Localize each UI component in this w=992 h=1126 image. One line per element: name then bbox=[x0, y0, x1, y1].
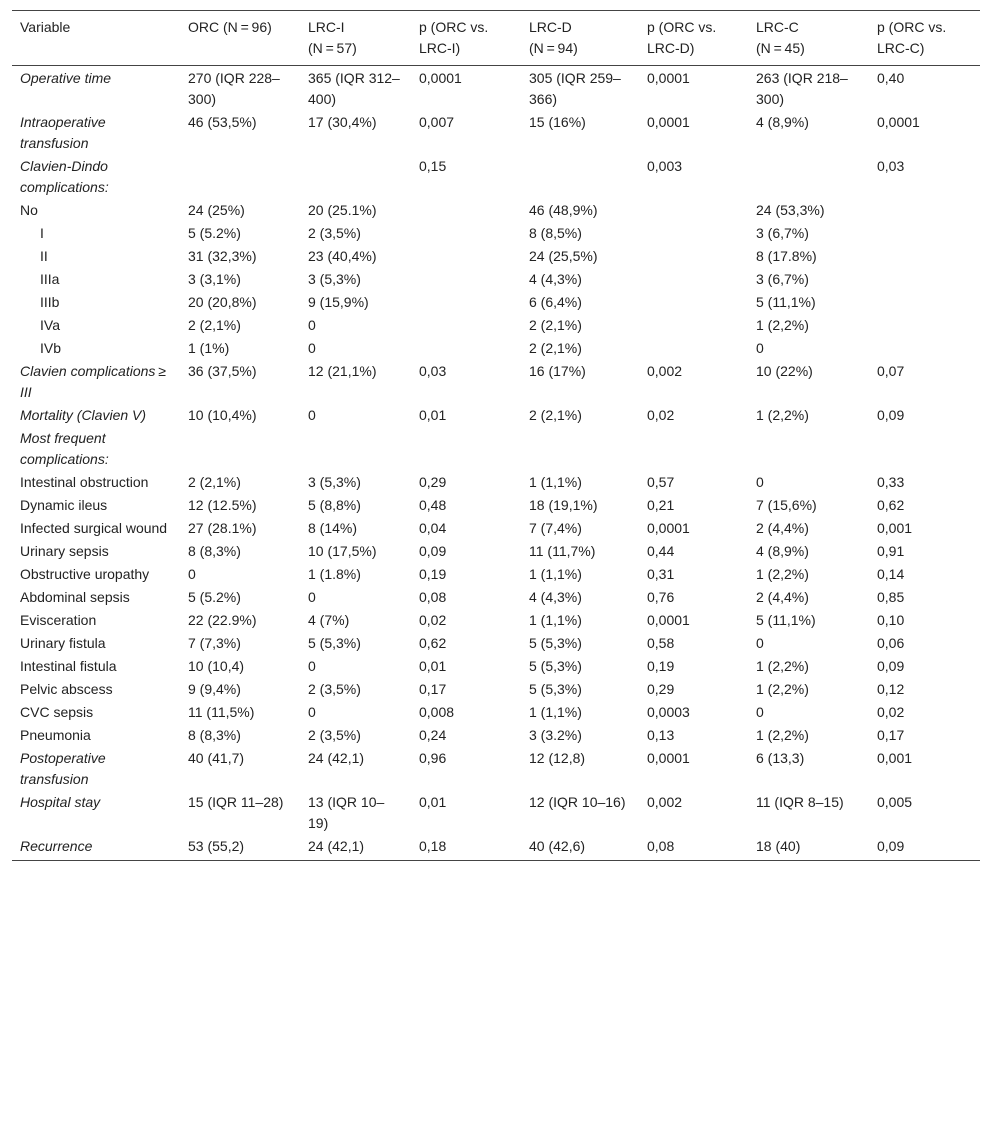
table-cell: 0 bbox=[188, 566, 196, 582]
table-row bbox=[12, 835, 980, 861]
table-cell: 0 bbox=[756, 340, 764, 356]
table-row bbox=[12, 586, 980, 609]
table-cell: 0,0001 bbox=[647, 612, 690, 628]
column-header-line: (N = 94) bbox=[529, 40, 578, 56]
table-cell: 2 (3,5%) bbox=[308, 681, 361, 697]
table-cell: 18 (40) bbox=[756, 838, 801, 854]
table-cell: 3 (5,3%) bbox=[308, 271, 361, 287]
table-cell: 7 (7,3%) bbox=[188, 635, 241, 651]
column-header-line: LRC-C bbox=[756, 19, 799, 35]
row-label: Most frequent complications: bbox=[20, 430, 109, 467]
table-cell: 24 (42,1) bbox=[308, 750, 365, 766]
column-header bbox=[521, 11, 639, 66]
row-label: Evisceration bbox=[20, 612, 97, 628]
table-cell: 0,31 bbox=[647, 566, 675, 582]
table-cell: 0,10 bbox=[877, 612, 905, 628]
table-cell: 24 (25,5%) bbox=[529, 248, 598, 264]
table-cell: 0,09 bbox=[877, 658, 905, 674]
table-cell: 8 (14%) bbox=[308, 520, 358, 536]
table-container bbox=[12, 10, 980, 861]
table-row bbox=[12, 678, 980, 701]
table-cell bbox=[869, 268, 980, 291]
table-cell: 7 (7,4%) bbox=[529, 520, 582, 536]
table-cell: 0 bbox=[308, 340, 316, 356]
table-row bbox=[12, 291, 980, 314]
table-cell bbox=[300, 427, 411, 471]
table-cell: 263 (IQR 218–300) bbox=[756, 70, 848, 107]
table-cell: 0,09 bbox=[419, 543, 447, 559]
table-cell: 5 (5,3%) bbox=[529, 681, 582, 697]
table-cell: 5 (11,1%) bbox=[756, 612, 816, 628]
table-cell: 0,96 bbox=[419, 750, 447, 766]
table-row bbox=[12, 701, 980, 724]
table-cell: 0,24 bbox=[419, 727, 447, 743]
row-label: Recurrence bbox=[20, 838, 93, 854]
table-cell: 23 (40,4%) bbox=[308, 248, 377, 264]
table-cell: 8 (8,5%) bbox=[529, 225, 582, 241]
table-cell: 4 (4,3%) bbox=[529, 589, 582, 605]
table-cell: 12 (12,8) bbox=[529, 750, 586, 766]
table-cell: 0 bbox=[308, 704, 316, 720]
table-cell: 11 (11,5%) bbox=[188, 704, 255, 720]
table-cell bbox=[411, 314, 521, 337]
table-cell: 0,0001 bbox=[419, 70, 462, 86]
table-cell: 2 (2,1%) bbox=[188, 474, 241, 490]
table-cell: 53 (55,2) bbox=[188, 838, 245, 854]
table-cell: 10 (17,5%) bbox=[308, 543, 377, 559]
table-row bbox=[12, 222, 980, 245]
table-cell: 16 (17%) bbox=[529, 363, 586, 379]
table-cell: 0,001 bbox=[877, 520, 913, 536]
table-cell: 0,08 bbox=[419, 589, 447, 605]
table-cell: 0,29 bbox=[419, 474, 447, 490]
table-cell: 0,0001 bbox=[647, 70, 690, 86]
table-cell bbox=[411, 427, 521, 471]
table-row bbox=[12, 471, 980, 494]
table-cell bbox=[639, 199, 748, 222]
table-cell: 10 (22%) bbox=[756, 363, 813, 379]
table-cell: 0,0001 bbox=[647, 520, 690, 536]
table-cell bbox=[639, 337, 748, 360]
table-cell: 8 (8,3%) bbox=[188, 543, 241, 559]
table-cell: 12 (12.5%) bbox=[188, 497, 257, 513]
table-row bbox=[12, 155, 980, 199]
row-label: I bbox=[40, 225, 44, 241]
table-cell: 1 (2,2%) bbox=[756, 317, 809, 333]
table-row bbox=[12, 337, 980, 360]
table-cell: 0,17 bbox=[877, 727, 905, 743]
table-cell bbox=[869, 245, 980, 268]
table-cell: 0,15 bbox=[419, 158, 447, 174]
table-cell bbox=[411, 268, 521, 291]
table-cell: 1 (1,1%) bbox=[529, 474, 582, 490]
row-label: Operative time bbox=[20, 70, 112, 86]
table-cell: 0,0001 bbox=[877, 114, 920, 130]
table-cell: 5 (5.2%) bbox=[188, 225, 241, 241]
table-cell bbox=[639, 314, 748, 337]
table-cell: 2 (3,5%) bbox=[308, 727, 361, 743]
table-cell: 6 (13,3) bbox=[756, 750, 805, 766]
column-header-line: p (ORC vs. bbox=[877, 19, 947, 35]
table-cell: 0,04 bbox=[419, 520, 447, 536]
table-cell: 0,14 bbox=[877, 566, 905, 582]
table-cell bbox=[869, 222, 980, 245]
table-cell: 13 (IQR 10–19) bbox=[308, 794, 385, 831]
table-cell: 9 (15,9%) bbox=[308, 294, 369, 310]
table-cell bbox=[639, 245, 748, 268]
table-cell: 0,007 bbox=[419, 114, 455, 130]
table-cell: 1 (1.8%) bbox=[308, 566, 361, 582]
column-header-line: p (ORC vs. bbox=[419, 19, 489, 35]
table-cell: 8 (17.8%) bbox=[756, 248, 817, 264]
row-label: IIIa bbox=[40, 271, 60, 287]
table-cell: 2 (2,1%) bbox=[529, 317, 582, 333]
table-cell bbox=[639, 427, 748, 471]
table-cell: 0,21 bbox=[647, 497, 675, 513]
table-cell: 0,08 bbox=[647, 838, 675, 854]
table-cell: 4 (8,9%) bbox=[756, 114, 809, 130]
table-cell: 0,06 bbox=[877, 635, 905, 651]
column-header bbox=[748, 11, 869, 66]
table-cell: 0,19 bbox=[419, 566, 447, 582]
row-label: Clavien-Dindo complications: bbox=[20, 158, 109, 195]
table-cell: 0,19 bbox=[647, 658, 675, 674]
table-cell: 0 bbox=[308, 317, 316, 333]
table-cell: 0,76 bbox=[647, 589, 675, 605]
table-cell: 5 (5,3%) bbox=[529, 658, 582, 674]
table-cell bbox=[180, 155, 300, 199]
row-label: Pelvic abscess bbox=[20, 681, 113, 697]
table-cell: 8 (8,3%) bbox=[188, 727, 241, 743]
table-row bbox=[12, 268, 980, 291]
table-cell: 0,62 bbox=[877, 497, 905, 513]
table-cell: 0,008 bbox=[419, 704, 455, 720]
table-cell: 1 (2,2%) bbox=[756, 727, 809, 743]
table-cell: 5 (5.2%) bbox=[188, 589, 241, 605]
table-cell bbox=[869, 337, 980, 360]
row-label: IVa bbox=[40, 317, 60, 333]
table-cell: 24 (42,1) bbox=[308, 838, 365, 854]
table-cell bbox=[180, 427, 300, 471]
row-label: Postoperative transfusion bbox=[20, 750, 106, 787]
table-body bbox=[12, 66, 980, 861]
table-cell: 10 (10,4) bbox=[188, 658, 245, 674]
table-cell: 3 (6,7%) bbox=[756, 225, 809, 241]
table-cell: 9 (9,4%) bbox=[188, 681, 241, 697]
table-cell: 2 (3,5%) bbox=[308, 225, 361, 241]
table-cell: 0,33 bbox=[877, 474, 905, 490]
column-header bbox=[180, 11, 300, 66]
table-cell bbox=[411, 199, 521, 222]
table-row bbox=[12, 517, 980, 540]
table-cell bbox=[748, 427, 869, 471]
table-cell: 0,62 bbox=[419, 635, 447, 651]
complications-table bbox=[12, 10, 980, 861]
table-row bbox=[12, 540, 980, 563]
table-cell: 1 (2,2%) bbox=[756, 566, 809, 582]
table-header bbox=[12, 11, 980, 66]
column-header-line: LRC-C) bbox=[877, 40, 925, 56]
table-cell: 2 (4,4%) bbox=[756, 589, 809, 605]
table-cell: 15 (IQR 11–28) bbox=[188, 794, 284, 810]
table-cell: 0 bbox=[756, 474, 764, 490]
table-cell bbox=[521, 155, 639, 199]
table-cell: 0 bbox=[308, 407, 316, 423]
table-cell: 0,003 bbox=[647, 158, 683, 174]
table-cell: 18 (19,1%) bbox=[529, 497, 598, 513]
table-cell: 40 (42,6) bbox=[529, 838, 586, 854]
table-row bbox=[12, 494, 980, 517]
row-label: Intestinal obstruction bbox=[20, 474, 149, 490]
table-cell bbox=[869, 314, 980, 337]
table-row bbox=[12, 314, 980, 337]
row-label: Intraoperative transfusion bbox=[20, 114, 106, 151]
row-label: Hospital stay bbox=[20, 794, 101, 810]
column-header bbox=[639, 11, 748, 66]
table-cell: 7 (15,6%) bbox=[756, 497, 817, 513]
column-header-line: p (ORC vs. bbox=[647, 19, 717, 35]
table-cell bbox=[869, 291, 980, 314]
table-cell: 365 (IQR 312–400) bbox=[308, 70, 400, 107]
table-cell: 3 (5,3%) bbox=[308, 474, 361, 490]
table-cell bbox=[748, 155, 869, 199]
table-row bbox=[12, 199, 980, 222]
table-cell: 305 (IQR 259–366) bbox=[529, 70, 621, 107]
table-cell: 24 (25%) bbox=[188, 202, 245, 218]
table-row bbox=[12, 655, 980, 678]
table-cell: 36 (37,5%) bbox=[188, 363, 257, 379]
table-cell: 0,0001 bbox=[647, 114, 690, 130]
row-label: Urinary sepsis bbox=[20, 543, 109, 559]
table-cell bbox=[411, 291, 521, 314]
table-cell: 0,91 bbox=[877, 543, 905, 559]
table-cell: 0,02 bbox=[647, 407, 675, 423]
table-cell bbox=[411, 337, 521, 360]
table-cell: 0,001 bbox=[877, 750, 913, 766]
column-header bbox=[300, 11, 411, 66]
table-row bbox=[12, 66, 980, 112]
table-cell: 0,002 bbox=[647, 794, 683, 810]
column-header-line: (N = 57) bbox=[308, 40, 357, 56]
table-cell: 0,09 bbox=[877, 838, 905, 854]
table-cell: 0,02 bbox=[419, 612, 447, 628]
table-cell: 40 (41,7) bbox=[188, 750, 245, 766]
table-cell: 1 (2,2%) bbox=[756, 681, 809, 697]
table-cell: 12 (IQR 10–16) bbox=[529, 794, 626, 810]
table-row bbox=[12, 791, 980, 835]
row-label: IVb bbox=[40, 340, 62, 356]
column-header-line: LRC-I bbox=[308, 19, 345, 35]
row-label: Abdominal sepsis bbox=[20, 589, 130, 605]
table-cell: 4 (8,9%) bbox=[756, 543, 809, 559]
table-cell: 5 (5,3%) bbox=[308, 635, 361, 651]
table-cell: 0,0003 bbox=[647, 704, 690, 720]
table-cell: 1 (1,1%) bbox=[529, 566, 582, 582]
table-cell: 0,85 bbox=[877, 589, 905, 605]
table-cell: 0,03 bbox=[877, 158, 905, 174]
table-cell bbox=[869, 427, 980, 471]
row-label: No bbox=[20, 202, 38, 218]
column-header-line: LRC-D) bbox=[647, 40, 695, 56]
table-cell: 0,18 bbox=[419, 838, 447, 854]
table-row bbox=[12, 724, 980, 747]
table-cell: 4 (4,3%) bbox=[529, 271, 582, 287]
column-header-line: LRC-D bbox=[529, 19, 572, 35]
table-cell bbox=[521, 427, 639, 471]
column-header bbox=[869, 11, 980, 66]
table-cell: 10 (10,4%) bbox=[188, 407, 257, 423]
table-cell: 2 (2,1%) bbox=[529, 340, 582, 356]
table-cell: 1 (1,1%) bbox=[529, 704, 582, 720]
table-cell: 0 bbox=[756, 635, 764, 651]
table-cell: 1 (1,1%) bbox=[529, 612, 582, 628]
table-cell: 0,02 bbox=[877, 704, 905, 720]
table-row bbox=[12, 632, 980, 655]
table-cell: 0,002 bbox=[647, 363, 683, 379]
table-cell: 20 (25.1%) bbox=[308, 202, 377, 218]
table-cell: 0,01 bbox=[419, 658, 447, 674]
row-label: IIIb bbox=[40, 294, 60, 310]
column-header-line: LRC-I) bbox=[419, 40, 461, 56]
table-cell: 270 (IQR 228–300) bbox=[188, 70, 280, 107]
row-label: Infected surgical wound bbox=[20, 520, 168, 536]
table-cell: 24 (53,3%) bbox=[756, 202, 825, 218]
table-row bbox=[12, 360, 980, 404]
table-cell: 1 (2,2%) bbox=[756, 407, 809, 423]
column-header-line: (N = 45) bbox=[756, 40, 805, 56]
row-label: Intestinal fistula bbox=[20, 658, 117, 674]
table-cell: 0 bbox=[308, 658, 316, 674]
table-cell: 3 (3,1%) bbox=[188, 271, 241, 287]
table-row bbox=[12, 111, 980, 155]
table-cell: 1 (1%) bbox=[188, 340, 230, 356]
table-cell: 17 (30,4%) bbox=[308, 114, 377, 130]
column-header bbox=[12, 11, 180, 66]
table-cell bbox=[639, 291, 748, 314]
column-header bbox=[411, 11, 521, 66]
table-cell: 3 (6,7%) bbox=[756, 271, 809, 287]
table-cell bbox=[411, 222, 521, 245]
table-cell: 0,57 bbox=[647, 474, 675, 490]
table-cell: 31 (32,3%) bbox=[188, 248, 257, 264]
table-cell: 2 (2,1%) bbox=[188, 317, 241, 333]
table-cell: 0,0001 bbox=[647, 750, 690, 766]
header-row bbox=[12, 11, 980, 66]
table-cell: 0,13 bbox=[647, 727, 675, 743]
row-label: Clavien complications ≥ III bbox=[20, 363, 169, 400]
table-row bbox=[12, 245, 980, 268]
table-cell: 0,005 bbox=[877, 794, 913, 810]
table-cell bbox=[300, 155, 411, 199]
table-cell: 0,03 bbox=[419, 363, 447, 379]
table-cell: 6 (6,4%) bbox=[529, 294, 582, 310]
table-cell: 1 (2,2%) bbox=[756, 658, 809, 674]
table-cell: 0,01 bbox=[419, 407, 447, 423]
table-cell: 0,44 bbox=[647, 543, 675, 559]
table-cell: 27 (28.1%) bbox=[188, 520, 257, 536]
table-cell: 0 bbox=[756, 704, 764, 720]
column-header-line: ORC (N = 96) bbox=[188, 19, 272, 35]
table-cell: 0,09 bbox=[877, 407, 905, 423]
table-cell: 11 (11,7%) bbox=[529, 543, 596, 559]
table-cell: 2 (4,4%) bbox=[756, 520, 809, 536]
table-cell: 46 (48,9%) bbox=[529, 202, 598, 218]
table-cell: 11 (IQR 8–15) bbox=[756, 794, 844, 810]
table-cell: 2 (2,1%) bbox=[529, 407, 582, 423]
row-label: Pneumonia bbox=[20, 727, 91, 743]
table-cell: 3 (3.2%) bbox=[529, 727, 582, 743]
table-cell bbox=[411, 245, 521, 268]
table-row bbox=[12, 404, 980, 427]
row-label: II bbox=[40, 248, 48, 264]
table-cell: 5 (11,1%) bbox=[756, 294, 816, 310]
table-row bbox=[12, 747, 980, 791]
table-cell bbox=[639, 222, 748, 245]
table-row bbox=[12, 563, 980, 586]
table-row bbox=[12, 609, 980, 632]
row-label: Obstructive uropathy bbox=[20, 566, 150, 582]
table-cell: 0,58 bbox=[647, 635, 675, 651]
table-cell bbox=[639, 268, 748, 291]
table-cell: 5 (8,8%) bbox=[308, 497, 361, 513]
table-cell: 0,48 bbox=[419, 497, 447, 513]
table-cell: 12 (21,1%) bbox=[308, 363, 377, 379]
table-cell: 15 (16%) bbox=[529, 114, 586, 130]
table-cell: 22 (22.9%) bbox=[188, 612, 257, 628]
table-cell: 0,29 bbox=[647, 681, 675, 697]
row-label: Mortality (Clavien V) bbox=[20, 407, 147, 423]
row-label: Urinary fistula bbox=[20, 635, 106, 651]
table-cell: 46 (53,5%) bbox=[188, 114, 257, 130]
table-cell: 5 (5,3%) bbox=[529, 635, 582, 651]
table-cell: 0,07 bbox=[877, 363, 905, 379]
table-cell: 20 (20,8%) bbox=[188, 294, 257, 310]
table-cell bbox=[869, 199, 980, 222]
row-label: CVC sepsis bbox=[20, 704, 94, 720]
table-cell: 0,12 bbox=[877, 681, 905, 697]
table-cell: 0 bbox=[308, 589, 316, 605]
table-cell: 4 (7%) bbox=[308, 612, 350, 628]
column-header-line: Variable bbox=[20, 19, 71, 35]
table-row bbox=[12, 427, 980, 471]
table-cell: 0,01 bbox=[419, 794, 447, 810]
table-cell: 0,17 bbox=[419, 681, 447, 697]
table-cell: 0,40 bbox=[877, 70, 905, 86]
row-label: Dynamic ileus bbox=[20, 497, 108, 513]
